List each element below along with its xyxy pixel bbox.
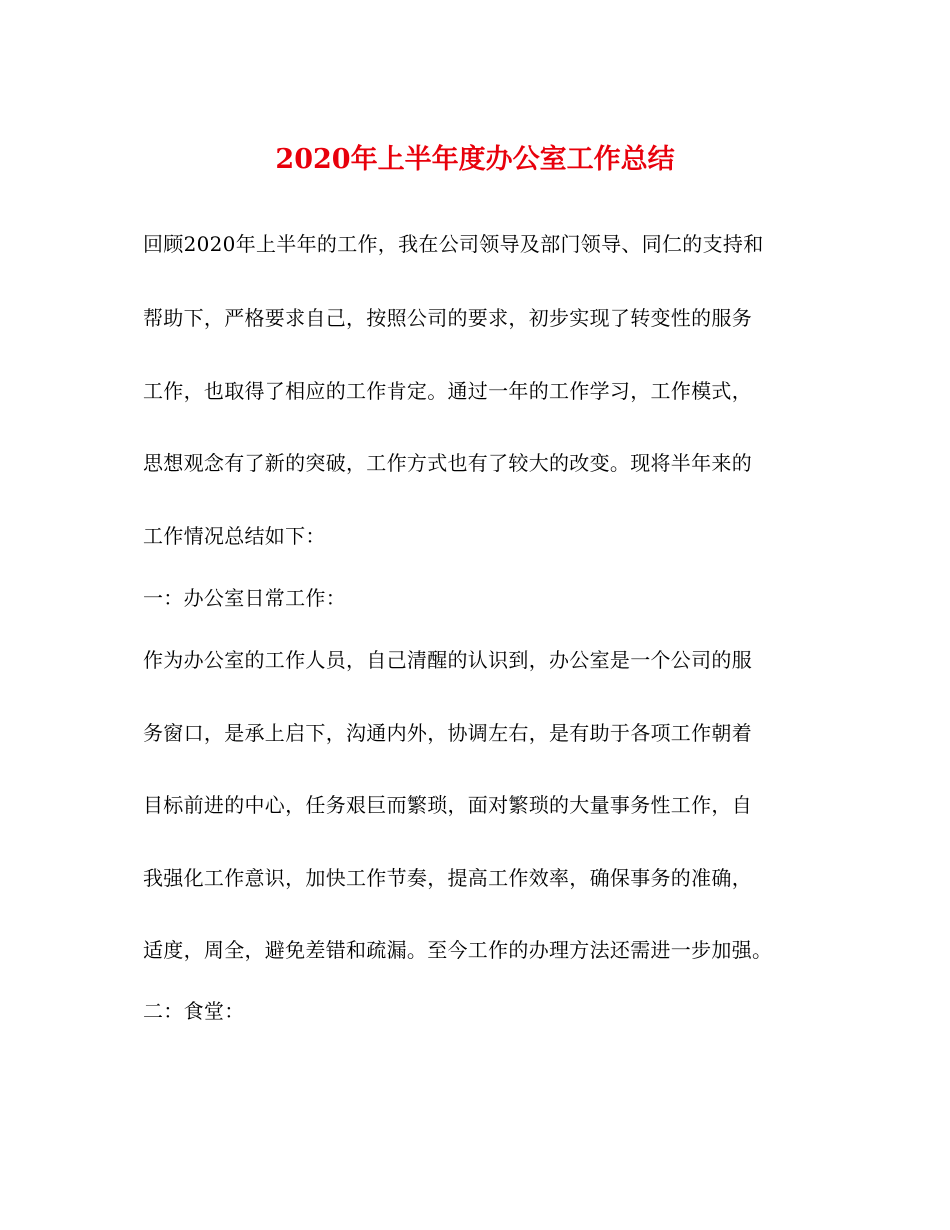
section-heading: 二：食堂： — [143, 999, 245, 1023]
paragraph-line: 作为办公室的工作人员，自己清醒的认识到，办公室是一个公司的服 — [143, 648, 752, 672]
paragraph-line: 目标前进的中心，任务艰巨而繁琐，面对繁琐的大量事务性工作，自 — [143, 793, 752, 817]
document-title: 2020年上半年度办公室工作总结 — [275, 144, 675, 175]
paragraph-line: 务窗口，是承上启下，沟通内外，协调左右，是有助于各项工作朝着 — [143, 721, 752, 745]
paragraph-line: 帮助下，严格要求自己，按照公司的要求，初步实现了转变性的服务 — [143, 306, 752, 330]
paragraph-line: 工作，也取得了相应的工作肯定。通过一年的工作学习，工作模式， — [143, 379, 752, 403]
paragraph-line: 工作情况总结如下： — [143, 524, 326, 548]
paragraph-line: 我强化工作意识，加快工作节奏，提高工作效率，确保事务的准确， — [143, 866, 752, 890]
section-heading: 一：办公室日常工作： — [143, 586, 346, 610]
paragraph-line: 回顾2020年上半年的工作，我在公司领导及部门领导、同仁的支持和 — [143, 232, 764, 256]
paragraph-line: 思想观念有了新的突破，工作方式也有了较大的改变。现将半年来的 — [143, 451, 752, 475]
paragraph-line: 适度，周全，避免差错和疏漏。至今工作的办理方法还需进一步加强。 — [143, 938, 773, 962]
